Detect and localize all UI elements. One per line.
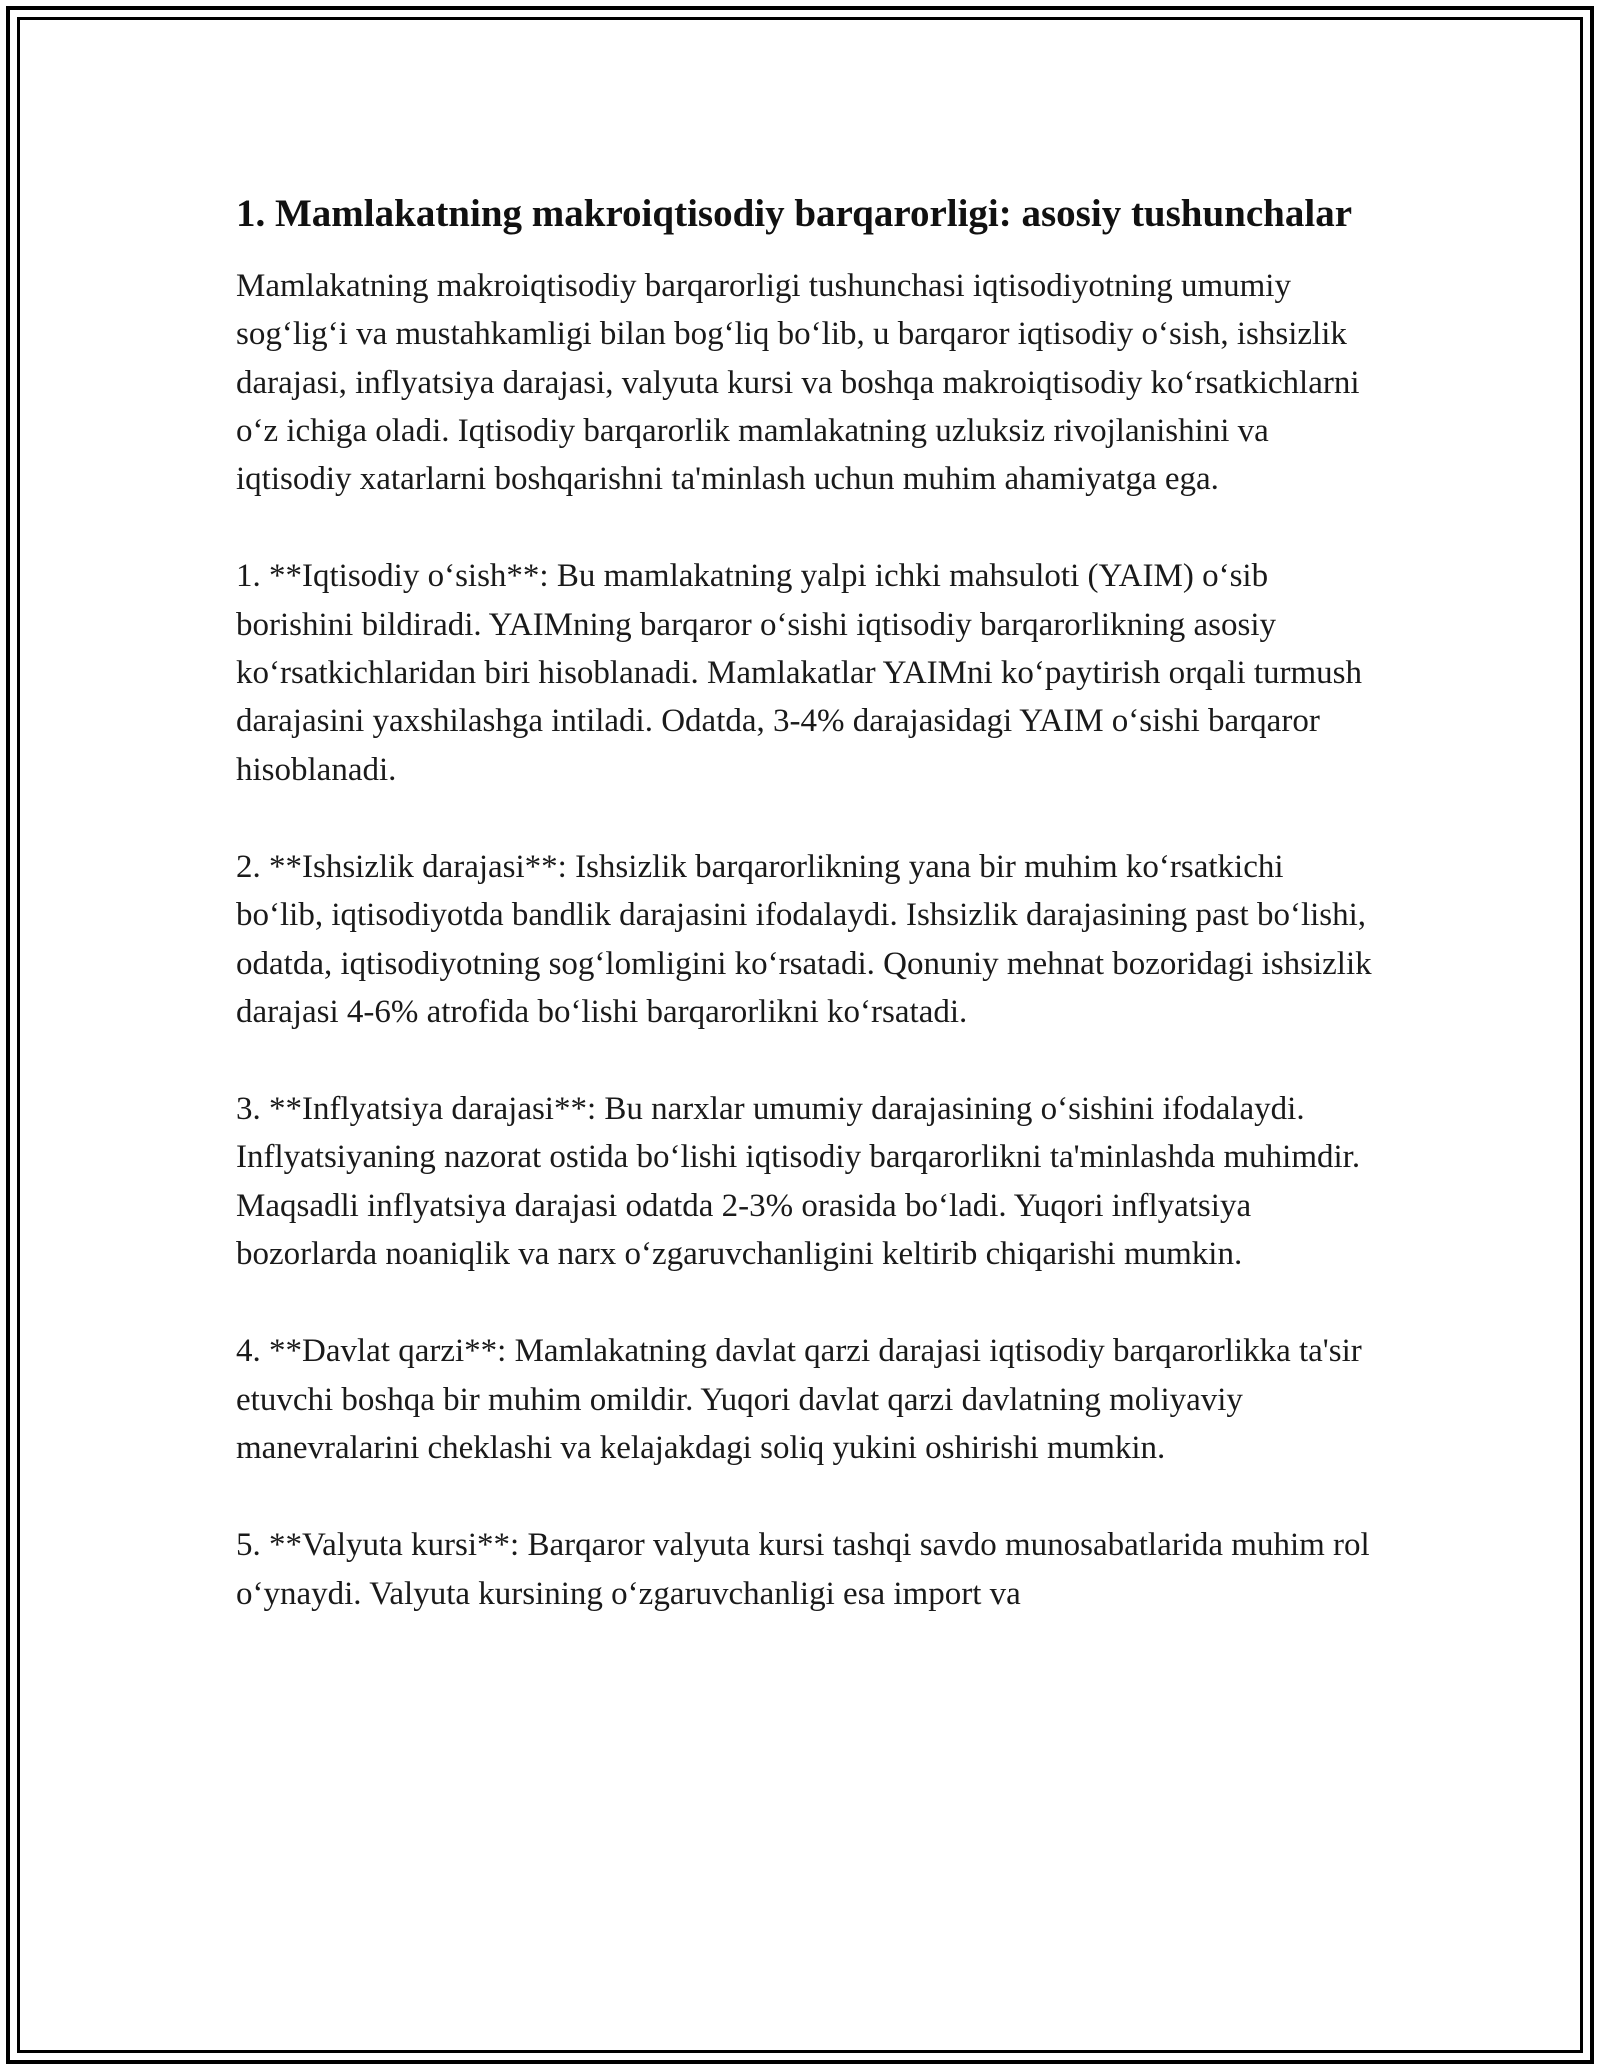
paragraph-exchange-rate: 5. **Valyuta kursi**: Barqaror valyuta kursi tashqi savdo munosabatlarida muhim rol o‘ynaydi. Valyuta kursining o‘zgaruvchanligi esa import va <box>236 1527 1370 1612</box>
intro-paragraph: Mamlakatning makroiqtisodiy barqarorligi tushunchasi iqtisodiyotning umumiy sog‘lig‘i va mustahkamligi bilan bog‘liq bo‘lib, u barqaror iqtisodiy o‘sish, ishsizlik darajasi, inflyatsiya darajasi, valyuta kursi va boshqa makroiqtisodiy ko‘rsatkichlarni o‘z ichiga oladi. Iqtisodiy barqarorlik mamlakatning uzluksiz rivojlanishini va iqtisodiy xatarlarni boshqarishni ta'minlash uchun muhim ahamiyatga ega. <box>236 268 1360 498</box>
paragraph-unemployment: 2. **Ishsizlik darajasi**: Ishsizlik barqarorlikning yana bir muhim ko‘rsatkichi bo‘lib, iqtisodiyotda bandlik darajasini ifodalaydi. Ishsizlik darajasining past bo‘lishi, odatda, iqtisodiyotning sog‘lomligini ko‘rsatadi. Qonuniy mehnat bozoridagi ishsizlik darajasi 4-6% atrofida bo‘lishi barqarorlikni ko‘rsatadi. <box>236 848 1372 1030</box>
paragraph-inflation: 3. **Inflyatsiya darajasi**: Bu narxlar umumiy darajasining o‘sishini ifodalaydi. Inflyatsiyaning nazorat ostida bo‘lishi iqtisodiy barqarorlikni ta'minlashda muhimdir. Maqsadli inflyatsiya darajasi odatda 2-3% orasida bo‘ladi. Yuqori inflyatsiya bozorlarda noaniqlik va narx o‘zgaruvchanligini keltirib chiqarishi mumkin. <box>236 1091 1361 1273</box>
section-heading: 1. Mamlakatning makroiqtisodiy barqarorligi: asosiy tushunchalar <box>236 192 1353 235</box>
paragraph-public-debt: 4. **Davlat qarzi**: Mamlakatning davlat qarzi darajasi iqtisodiy barqarorlikka ta'sir etuvchi boshqa bir muhim omildir. Yuqori davlat qarzi davlatning moliyaviy manevralarini cheklashi va kelajakdagi soliq yukini oshirishi mumkin. <box>236 1333 1362 1466</box>
paragraph-economic-growth: 1. **Iqtisodiy o‘sish**: Bu mamlakatning yalpi ichki mahsuloti (YAIM) o‘sib borishini bildiradi. YAIMning barqaror o‘sishi iqtisodiy barqarorlikning asosiy ko‘rsatkichlaridan biri hisoblanadi. Mamlakatlar YAIMni ko‘paytirish orqali turmush darajasini yaxshilashga intiladi. Odatda, 3-4% darajasidagi YAIM o‘sishi barqaror hisoblanadi. <box>236 558 1363 788</box>
document-body <box>236 186 1376 1618</box>
